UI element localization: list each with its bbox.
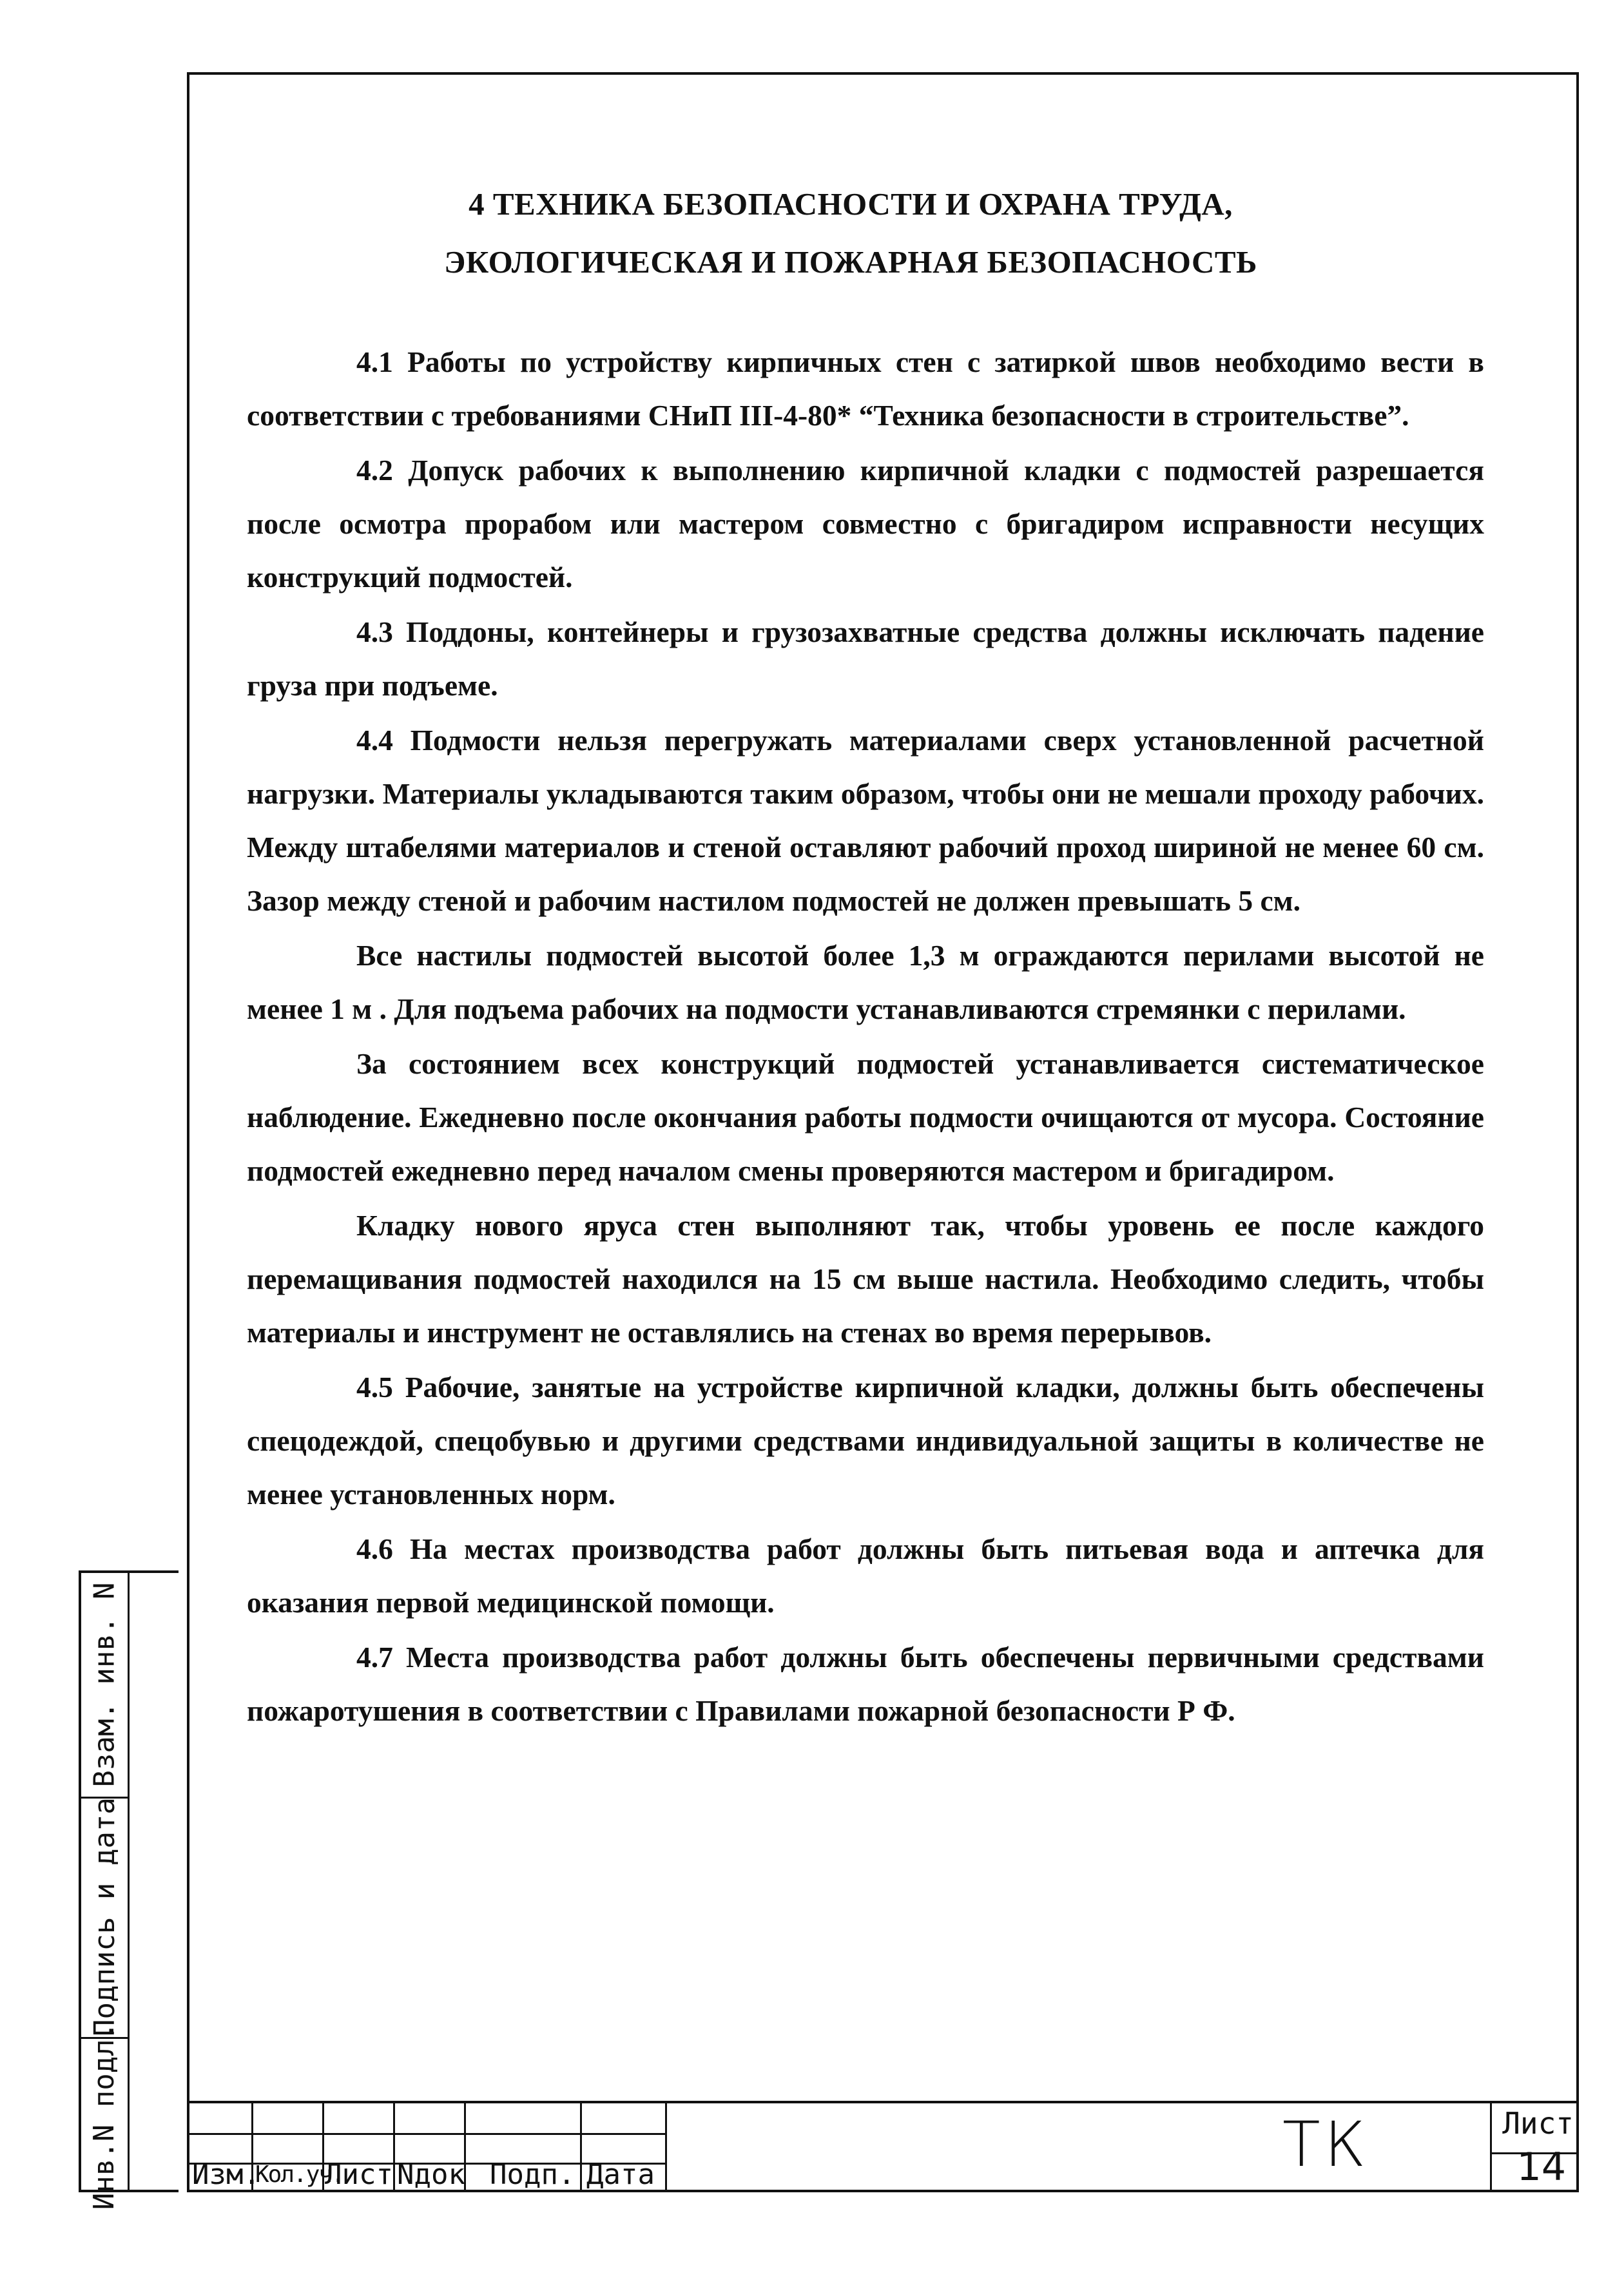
title-block-col-line bbox=[1490, 2103, 1492, 2192]
paragraph-4-3: 4.3 Поддоны, контейнеры и грузозахватные средства должны исключать падение груза при подъеме. bbox=[247, 615, 1484, 702]
paragraph-4-1: 4.1 Работы по устройству кирпичных стен с затиркой швов необходимо вести в соответствии с требованиями СНиП III-4-80* “Техника безопасности в строительстве”. bbox=[247, 345, 1484, 432]
paragraph-4-4: 4.4 Подмости нельзя перегружать материалами сверх установленной расчетной нагрузки. Материалы укладываются таким образом, чтобы они не мешали проходу рабочих. Между штабелями материалов и стеной оставляют рабочий проход шириной не менее 60 см. Зазор между стеной и рабочим настилом подмостей не должен превышать 5 см. bbox=[247, 724, 1484, 917]
document-body bbox=[247, 335, 1484, 1737]
replacement-inventory-label: Взам. инв. N bbox=[88, 1582, 121, 1788]
paragraph-new-tier: Кладку нового яруса стен выполняют так, чтобы уровень ее после каждого перемащивания подмостей находился на 15 см выше настила. Необходимо следить, чтобы материалы и инструмент не оставлялись на стенах во время перерывов. bbox=[247, 1209, 1484, 1349]
title-block bbox=[187, 2101, 1579, 2192]
title-block-col-line bbox=[665, 2103, 667, 2192]
sheet-label: Лист bbox=[1502, 2106, 1574, 2141]
paragraph-inspection: За состоянием всех конструкций подмостей устанавливается систематическое наблюдение. Ежедневно после окончания работы подмости очищаются от мусора. Состояние подмостей ежедневно перед началом смены проверяются мастером и бригадиром. bbox=[247, 1047, 1484, 1187]
title-block-col-line bbox=[393, 2103, 395, 2192]
original-inventory-label: Инв.N подл. bbox=[88, 2022, 121, 2210]
signature-date-label: Подпись и дата bbox=[88, 1797, 121, 2036]
sheet-number: 14 bbox=[1516, 2145, 1566, 2190]
paragraph-4-7: 4.7 Места производства работ должны быть обеспечены первичными средствами пожаротушения в соответствии с Правилами пожарной безопасности Р Ф. bbox=[247, 1641, 1484, 1727]
section-title-line: ЭКОЛОГИЧЕСКАЯ И ПОЖАРНАЯ БЕЗОПАСНОСТЬ bbox=[444, 244, 1257, 280]
section-title bbox=[258, 175, 1444, 291]
side-stamp bbox=[79, 1570, 179, 2210]
col-date-label: Дата bbox=[586, 2158, 655, 2191]
document-designation: ТК bbox=[1282, 2109, 1370, 2181]
paragraph-railings: Все настилы подмостей высотой более 1,3 м ограждаются перилами высотой не менее 1 м . Для подъема рабочих на подмости устанавливаются стремянки с перилами. bbox=[247, 939, 1484, 1025]
col-count-label: Кол.уч. bbox=[255, 2161, 344, 2188]
paragraph-4-5: 4.5 Рабочие, занятые на устройстве кирпичной кладки, должны быть обеспечены спецодеждой, спецобувью и другими средствами индивидуальной защиты в количестве не менее установленных норм. bbox=[247, 1371, 1484, 1511]
section-title-line: 4 ТЕХНИКА БЕЗОПАСНОСТИ И ОХРАНА ТРУДА, bbox=[469, 186, 1233, 222]
paragraph-4-6: 4.6 На местах производства работ должны быть питьевая вода и аптечка для оказания первой медицинской помощи. bbox=[247, 1532, 1484, 1619]
col-doc-number-label: Nдок bbox=[397, 2158, 465, 2191]
paragraph-4-2: 4.2 Допуск рабочих к выполнению кирпичной кладки с подмостей разрешается после осмотра прорабом или мастером совместно с бригадиром исправности несущих конструкций подмостей. bbox=[247, 454, 1484, 594]
col-signature-label: Подп. bbox=[490, 2158, 575, 2191]
col-change-label: Изм. bbox=[192, 2158, 260, 2191]
title-block-col-line bbox=[580, 2103, 582, 2192]
title-block-row-line bbox=[187, 2133, 665, 2135]
col-sheet-label: Лист bbox=[325, 2158, 393, 2191]
